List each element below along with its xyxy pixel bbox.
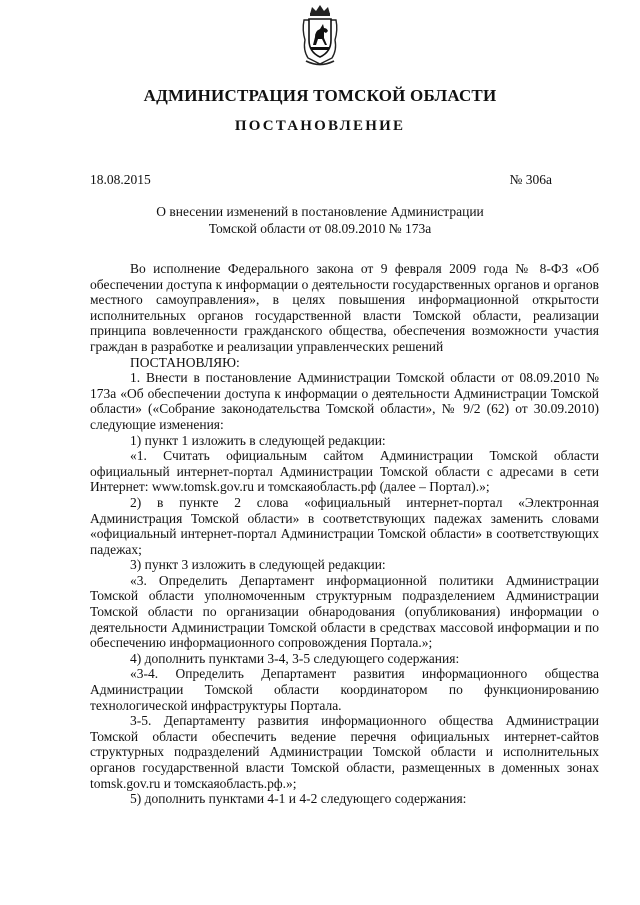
subclause-3-paragraph: 3) пункт 3 изложить в следующей редакции: xyxy=(130,557,386,573)
document-number: № 306а xyxy=(509,172,552,187)
document-body xyxy=(90,261,599,807)
document-type-heading: ПОСТАНОВЛЕНИЕ xyxy=(234,118,406,134)
quoted-item-3-4-paragraph: «3-4. Определить Департамент развития информационного общества Администрации Томской области координатором по функционированию технологической инфраструктуры Портала. xyxy=(90,666,599,713)
subclause-4-paragraph: 4) дополнить пунктами 3-4, 3-5 следующего содержания: xyxy=(130,650,460,666)
quoted-item-1-paragraph: «1. Считать официальным сайтом Администрации Томской области официальный интернет-портал Администрации Томской области с адресами в сети Интернет: www.tomsk.gov.ru и томскаяобласть.рф (далее – Портал).»; xyxy=(90,448,599,495)
quoted-item-3-5-paragraph: 3-5. Департаменту развития информационного общества Администрации Томской области обеспечить ведение перечня официальных интернет-сайтов структурных подразделений Администрации Томской области и исполнительных органов государственной власти Томской области, размещенных в доменных зонах tomsk.gov.ru и томскаяобласть.рф.»; xyxy=(90,713,599,791)
clause-1-paragraph: 1. Внести в постановление Администрации Томской области от 08.09.2010 № 173а «Об обеспечении доступа к информации о деятельности Администрации Томской области» («Собрание законодательства Томской области», № 9/2 (62) от 30.09.2010) следующие изменения: xyxy=(90,370,599,432)
document-subject xyxy=(0,203,640,237)
document-date: 18.08.2015 xyxy=(90,172,151,187)
quoted-item-3-paragraph: «3. Определить Департамент информационной политики Администрации Томской области уполномоченным структурным подразделением Администрации Томской области по организации обнародования (опубликования) информации о деятельности Администрации Томской области в средствах массовой информации и по обеспечению информационного сопровождения Портала.»; xyxy=(90,572,599,651)
preamble-paragraph: Во исполнение Федерального закона от 9 февраля 2009 года № 8-ФЗ «Об обеспечении доступа к информации о деятельности государственных органов и органов местного самоуправления», в целях повышения информационной открытости исполнительных органов государственной власти Томской области, реализации принципа вовлеченности гражданского общества, обеспечения возможности участия граждан в разработке и реализации управленческих решений xyxy=(90,261,599,354)
subclause-5-paragraph: 5) дополнить пунктами 4-1 и 4-2 следующего содержания: xyxy=(130,791,467,807)
subclause-1-paragraph: 1) пункт 1 изложить в следующей редакции: xyxy=(130,432,386,448)
subject-line: О внесении изменений в постановление Администрации xyxy=(156,204,484,219)
subclause-2-paragraph: 2) в пункте 2 слова «официальный интернет-портал «Электронная Администрация Томской области» в соответствующих падежах заменить словами «официальный интернет-портал Администрации Томской области» в соответствующих падежах; xyxy=(90,494,599,557)
resolution-word: ПОСТАНОВЛЯЮ: xyxy=(130,354,240,370)
subject-line: Томской области от 08.09.2010 № 173а xyxy=(208,221,432,236)
organization-title: АДМИНИСТРАЦИЯ ТОМСКОЙ ОБЛАСТИ xyxy=(143,86,497,105)
coat-of-arms-icon xyxy=(300,4,340,68)
